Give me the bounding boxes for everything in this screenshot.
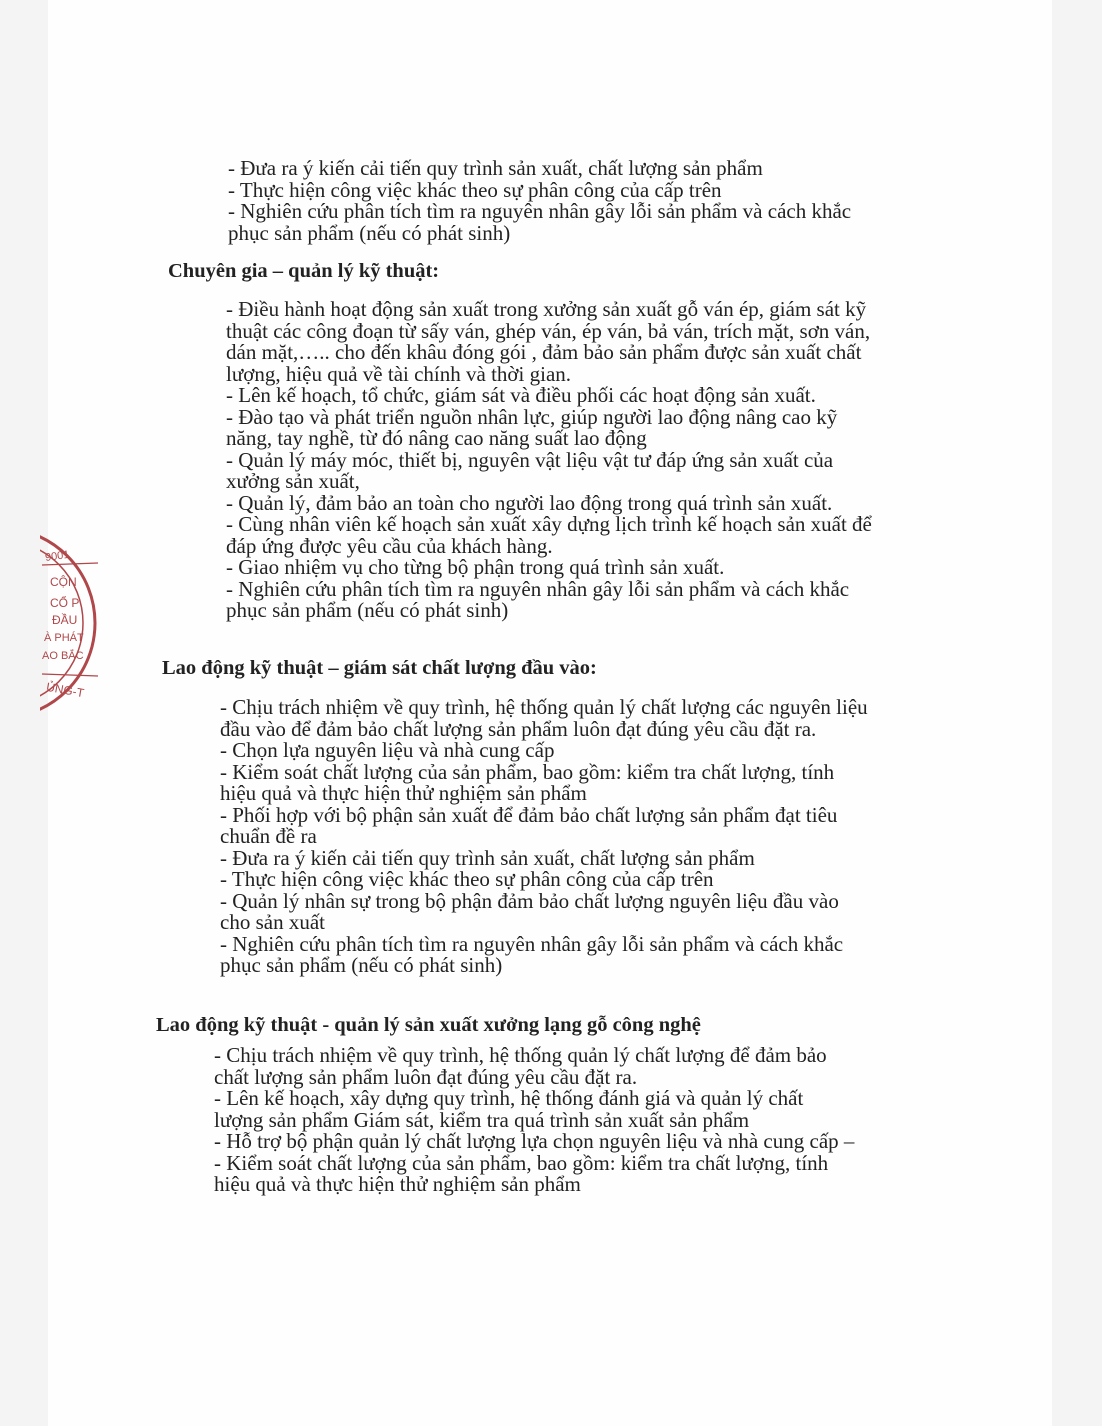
text-line: - Điều hành hoạt động sản xuất trong xưởng sản xuất gỗ ván ép, giám sát kỹ [226,297,867,321]
text-line: đầu vào để đảm bảo chất lượng sản phẩm luôn đạt đúng yêu cầu đặt ra. [220,716,817,741]
text-line: - Nghiên cứu phân tích tìm ra nguyên nhân gây lỗi sản phẩm và cách khắc [220,931,844,956]
text-line: phục sản phẩm (nếu có phát sinh) [228,220,511,245]
text-line: - Kiểm soát chất lượng của sản phẩm, bao gồm: kiểm tra chất lượng, tính [214,1150,829,1175]
section-heading-input-qc: Lao động kỹ thuật – giám sát chất lượng đầu vào: [162,657,597,679]
text-line: xưởng sản xuất, [226,469,360,493]
seal-text: AO BẮC [42,650,84,662]
text-line: - Quản lý nhân sự trong bộ phận đảm bảo chất lượng nguyên liệu đầu vào [220,888,839,913]
company-seal-stamp [40,528,102,718]
text-line: năng, tay nghề, từ đó nâng cao năng suất lao động [226,426,647,450]
section-input-qc-body [220,697,868,977]
section-expert-body [226,299,872,622]
text-line: - Thực hiện công việc khác theo sự phân công của cấp trên [220,867,714,891]
text-line: - Chịu trách nhiệm về quy trình, hệ thống quản lý chất lượng để đảm bảo [214,1043,827,1067]
seal-text: À PHÁT [44,632,84,644]
text-line: - Quản lý máy móc, thiết bị, nguyên vật liệu vật tư đáp ứng sản xuất của [226,447,834,472]
section-heading-expert: Chuyên gia – quản lý kỹ thuật: [168,260,440,282]
seal-divider [42,674,98,676]
text-line: - Đào tạo và phát triển nguồn nhân lực, giúp người lao động nâng cao kỹ [226,404,838,429]
text-line: - Nghiên cứu phân tích tìm ra nguyên nhân gây lỗi sản phẩm và cách khắc [226,576,850,601]
text-line: phục sản phẩm (nếu có phát sinh) [220,953,503,977]
text-line: - Phối hợp với bộ phận sản xuất để đảm bảo chất lượng sản phẩm đạt tiêu [220,802,838,827]
seal-text: CỘN [50,575,77,589]
text-line: - Lên kế hoạch, tổ chức, giám sát và điều phối các hoạt động sản xuất. [226,383,816,407]
text-line: - Kiểm soát chất lượng của sản phẩm, bao gồm: kiểm tra chất lượng, tính [220,759,835,784]
seal-text: ĐẦU [52,613,78,627]
text-line: - Lên kế hoạch, xây dựng quy trình, hệ thống đánh giá và quản lý chất [214,1086,804,1110]
seal-text: ỦNG-T [45,679,86,701]
text-line: chuẩn đề ra [220,824,317,848]
text-line: - Chọn lựa nguyên liệu và nhà cung cấp [220,738,555,762]
text-line: đáp ứng được yêu cầu của khách hàng. [226,533,553,558]
section-continuation [228,158,851,244]
text-line: chất lượng sản phẩm luôn đạt đúng yêu cầu đặt ra. [214,1064,638,1089]
text-line: - Hỗ trợ bộ phận quản lý chất lượng lựa chọn nguyên liệu và nhà cung cấp – [214,1129,855,1153]
text-line: - Thực hiện công việc khác theo sự phân công của cấp trên [228,177,722,202]
text-line: thuật các công đoạn từ sấy ván, ghép ván, ép ván, bả ván, trích mặt, sơn ván, [226,318,871,343]
seal-text: CỔ P [50,596,80,610]
section-heading-veneer: Lao động kỹ thuật - quản lý sản xuất xưởng lạng gỗ công nghệ [156,1014,701,1036]
text-line: - Đưa ra ý kiến cải tiến quy trình sản xuất, chất lượng sản phẩm [220,845,755,870]
text-line: phục sản phẩm (nếu có phát sinh) [226,598,509,622]
text-line: - Giao nhiệm vụ cho từng bộ phận trong quá trình sản xuất. [226,555,725,579]
text-line: cho sản xuất [220,910,325,934]
text-line: - Đưa ra ý kiến cải tiến quy trình sản xuất, chất lượng sản phẩm [228,156,763,180]
seal-text: 9001 [44,548,71,565]
text-line: - Cùng nhân viên kế hoạch sản xuất xây dựng lịch trình kế hoạch sản xuất để [226,512,872,536]
section-veneer-body [214,1045,854,1196]
text-line: - Nghiên cứu phân tích tìm ra nguyên nhân gây lỗi sản phẩm và cách khắc [228,199,852,223]
text-line: dán mặt,….. cho đến khâu đóng gói , đảm bảo sản phẩm được sản xuất chất [226,340,862,364]
seal-graphic [40,528,102,718]
text-line: lượng sản phẩm Giám sát, kiểm tra quá trình sản xuất sản phẩm [214,1107,750,1132]
text-line: - Quản lý, đảm bảo an toàn cho người lao động trong quá trình sản xuất. [226,490,833,515]
text-line: - Chịu trách nhiệm về quy trình, hệ thống quản lý chất lượng các nguyên liệu [220,695,868,719]
text-line: lượng, hiệu quả về tài chính và thời gian. [226,361,572,386]
text-line: hiệu quả và thực hiện thử nghiệm sản phẩm [214,1172,581,1196]
text-line: hiệu quả và thực hiện thử nghiệm sản phẩm [220,781,587,805]
